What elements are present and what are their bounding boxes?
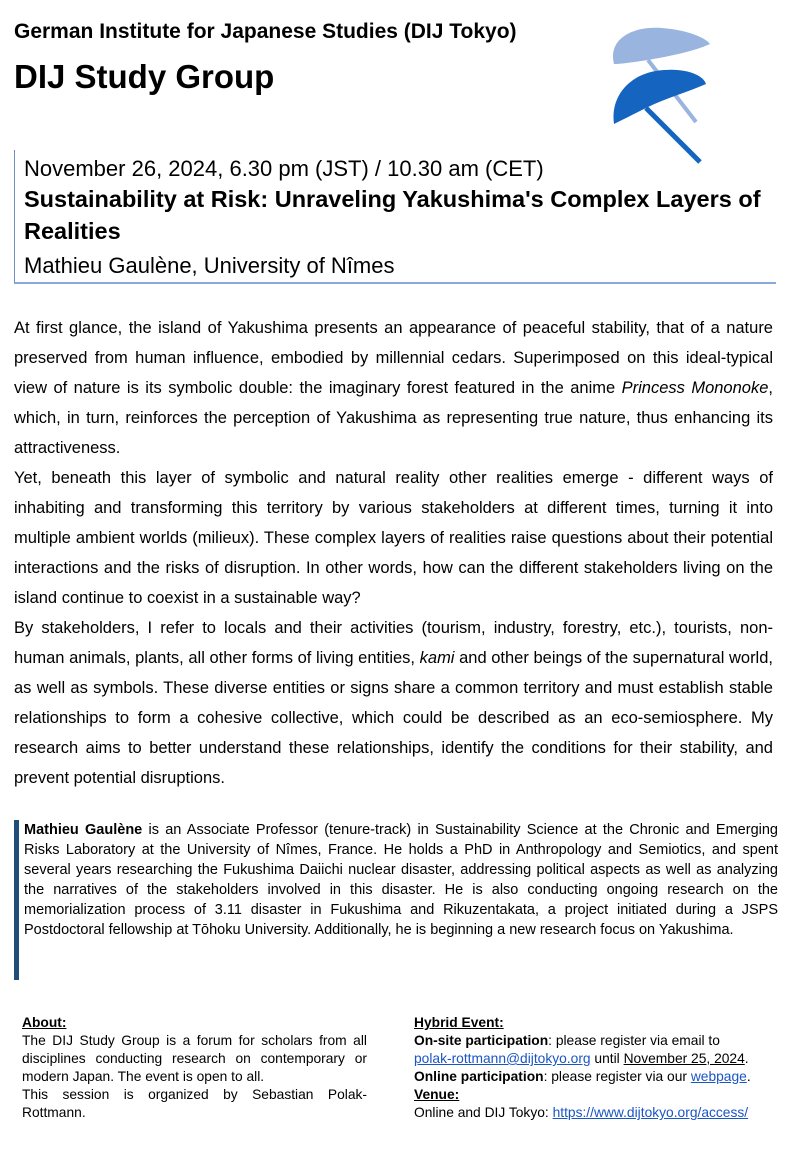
abstract-text: At first glance, the island of Yakushima presents an appearance of peaceful stability, that of a nature preserved from human influence, embodied by millennial cedars. Superimposed on this ideal-typical view of nature is its symbolic double: the imaginary forest featured in the anime bbox=[14, 319, 773, 397]
abstract-text: and other beings of the supernatural world, as well as symbols. These diverse entities or signs share a common territory and must establish stable relationships to form a cohesive collective, which could be described as an eco-semiosphere. My research aims to better understand these relationships, identify the conditions for their stability, and prevent potential disruptions. bbox=[14, 649, 773, 787]
online-label: Online participation bbox=[414, 1069, 544, 1084]
webpage-link[interactable]: webpage bbox=[690, 1069, 747, 1084]
about-text: The DIJ Study Group is a forum for scholars from all disciplines conducting research on contemporary or modern Japan. The event is open to all. bbox=[22, 1033, 367, 1084]
venue-heading: Venue: bbox=[414, 1087, 460, 1102]
abstract bbox=[14, 313, 773, 793]
abstract-text: By stakeholders, I refer to locals and their activities (tourism, industry, forestry, etc.), tourists, non-human animals, plants, all other forms of living entities, bbox=[14, 619, 773, 667]
ginkgo-leaf-light bbox=[613, 28, 710, 64]
onsite-label: On-site participation bbox=[414, 1033, 549, 1048]
anime-title: Princess Mononoke bbox=[621, 379, 769, 397]
period: . bbox=[744, 1051, 749, 1066]
kami-term: kami bbox=[419, 649, 455, 667]
online-text: : please register via our bbox=[543, 1069, 691, 1084]
until-text: until bbox=[590, 1051, 624, 1066]
talk-date: November 26, 2024, 6.30 pm (JST) / 10.30 am (CET) bbox=[24, 156, 544, 181]
bio-name: Mathieu Gaulène bbox=[24, 822, 143, 838]
period: . bbox=[746, 1069, 751, 1084]
onsite-text: : please register via email to bbox=[548, 1033, 720, 1048]
about-section bbox=[22, 1014, 367, 1122]
abstract-paragraph-2: Yet, beneath this layer of symbolic and natural reality other realities emerge - different ways of inhabiting and transforming this territory by various stakeholders at different times, turning it into multiple ambient worlds (milieux). These complex layers of realities raise questions about their potential interactions and the risks of disruption. In other words, how can the different stakeholders living on the island continue to coexist in a sustainable way? bbox=[14, 469, 773, 607]
venue-line bbox=[414, 1104, 784, 1122]
talk-title: Sustainability at Risk: Unraveling Yakushima's Complex Layers of Realities bbox=[24, 186, 761, 244]
speaker-bio bbox=[24, 820, 778, 940]
abstract-paragraph-1 bbox=[14, 313, 773, 463]
ginkgo-leaves-icon bbox=[600, 22, 712, 167]
bio-text: is an Associate Professor (tenure-track) in Sustainability Science at the Chronic and Emerging Risks Laboratory at the University of Nîmes, France. He holds a PhD in Anthropology and Semiotics, and spent several years researching the Fukushima Daiichi nuclear disaster, addressing political aspects as well as analyzing the narratives of the stakeholders involved in this disaster. He is also conducting ongoing research on the memorialization process of 3.11 disaster in Fukushima and Rikuzentakata, a project initiated during a JSPS Postdoctoral fellowship at Tōhoku University. Additionally, he is beginning a new research focus on Yakushima. bbox=[24, 822, 778, 938]
institute-name: German Institute for Japanese Studies (DIJ Tokyo) bbox=[14, 20, 517, 43]
hybrid-section bbox=[414, 1014, 784, 1122]
venue-text: Online and DIJ Tokyo: bbox=[414, 1105, 553, 1120]
email-link[interactable]: polak-rottmann@dijtokyo.org bbox=[414, 1051, 591, 1066]
onsite-line bbox=[414, 1032, 784, 1050]
registration-deadline: November 25, 2024 bbox=[623, 1051, 745, 1066]
series-title: DIJ Study Group bbox=[14, 58, 275, 95]
hybrid-heading: Hybrid Event: bbox=[414, 1015, 504, 1030]
about-heading: About: bbox=[22, 1015, 67, 1030]
online-line bbox=[414, 1068, 784, 1086]
organizer-text: This session is organized by Sebastian Polak-Rottmann. bbox=[22, 1087, 367, 1120]
bio-accent-bar bbox=[14, 820, 19, 980]
venue-link[interactable]: https://www.dijtokyo.org/access/ bbox=[552, 1105, 749, 1120]
abstract-text: , which, in turn, reinforces the perception of Yakushima as representing true nature, thus enhancing its attractiveness. bbox=[14, 379, 773, 457]
abstract-paragraph-3 bbox=[14, 613, 773, 793]
talk-speaker: Mathieu Gaulène, University of Nîmes bbox=[24, 253, 395, 278]
email-line bbox=[414, 1050, 784, 1068]
